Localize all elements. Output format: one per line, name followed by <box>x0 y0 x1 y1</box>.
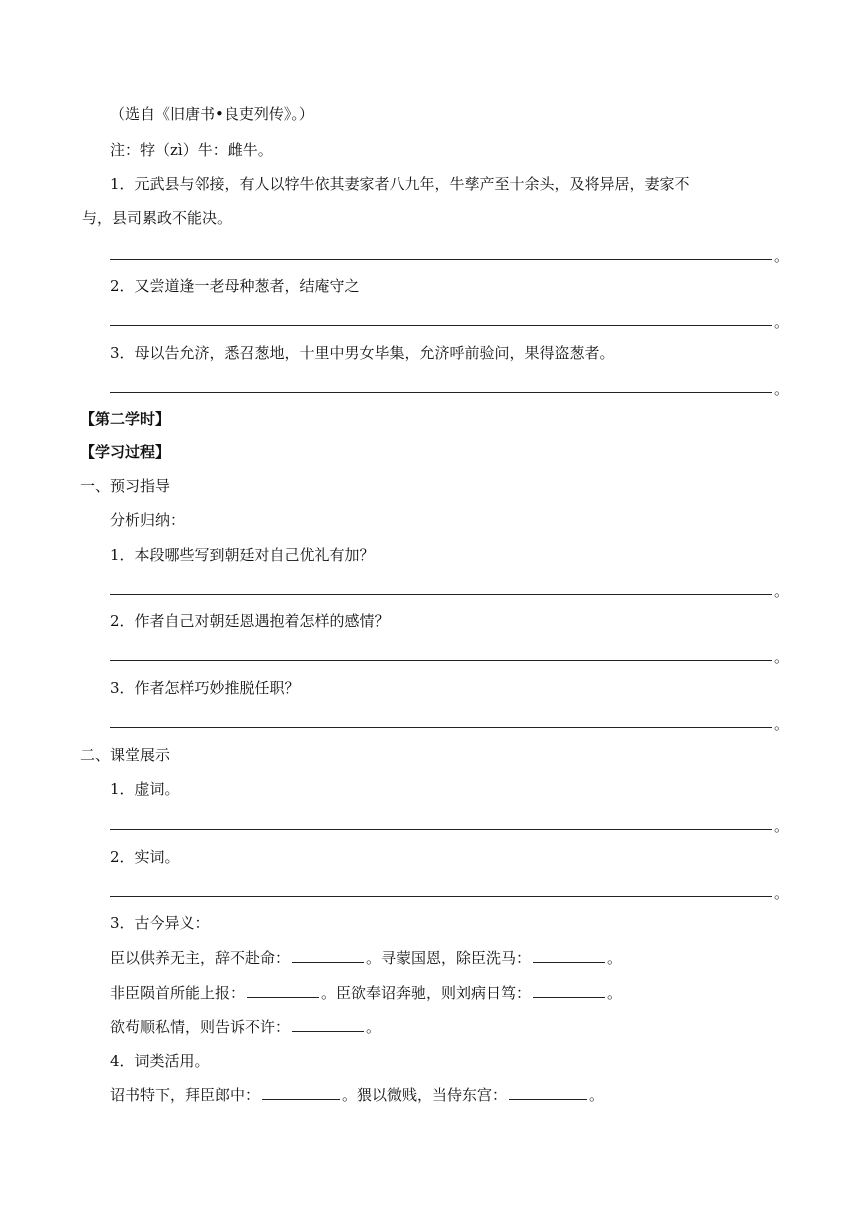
answer-period: 。 <box>774 817 790 835</box>
question-1-line-1: 1．元武县与邻接，有人以牸牛依其妻家者八九年，牛孳产至十余头，及将异居，妻家不 <box>110 175 690 193</box>
annotation: 注：牸（zì）牛：雌牛。 <box>110 141 273 159</box>
section-title-learning-process: 【学习过程】 <box>80 443 171 461</box>
fill-blank[interactable] <box>292 1017 364 1032</box>
prompt-text: 诏书特下，拜臣郎中： <box>110 1086 261 1104</box>
answer-line-q3[interactable] <box>110 392 772 393</box>
prompt-text: 。寻蒙国恩，除臣洗马： <box>366 949 532 967</box>
answer-period: 。 <box>774 380 790 398</box>
question-3: 3．母以告允济，悉召葱地，十里中男女毕集，允济呼前验问，果得盗葱者。 <box>110 344 615 362</box>
class-item-4: 4．词类活用。 <box>110 1052 210 1070</box>
prompt-text: 非臣陨首所能上报： <box>110 984 246 1002</box>
answer-period: 。 <box>774 247 790 265</box>
fill-blank[interactable] <box>533 948 605 963</box>
answer-period: 。 <box>774 313 790 331</box>
analyze-label: 分析归纳： <box>110 511 186 529</box>
prep-question-1: 1．本段哪些写到朝廷对自己优礼有加？ <box>110 546 375 564</box>
prompt-text: 。 <box>607 949 623 967</box>
prep-question-3: 3．作者怎样巧妙推脱任职？ <box>110 679 300 697</box>
fill-row <box>110 1017 381 1037</box>
answer-line-q2[interactable] <box>110 325 772 326</box>
class-item-3: 3．古今异义： <box>110 914 210 932</box>
answer-line-b2[interactable] <box>110 896 772 897</box>
answer-period: 。 <box>774 582 790 600</box>
fill-blank[interactable] <box>533 983 605 998</box>
prompt-text: 。猥以微贱，当侍东宫： <box>342 1086 508 1104</box>
answer-line-a2[interactable] <box>110 660 772 661</box>
source-note: （选自《旧唐书•良吏列传》。） <box>110 105 314 123</box>
prompt-text: 。 <box>366 1018 382 1036</box>
fill-blank[interactable] <box>247 983 319 998</box>
part-1-title: 一、预习指导 <box>80 477 171 495</box>
fill-row <box>110 1085 604 1105</box>
answer-line-a3[interactable] <box>110 727 772 728</box>
answer-line-q1[interactable] <box>110 259 772 260</box>
fill-row <box>110 948 622 968</box>
question-1-line-2: 与，县司累政不能决。 <box>82 209 233 227</box>
class-item-1: 1．虚词。 <box>110 780 180 798</box>
section-title-second-period: 【第二学时】 <box>80 410 171 428</box>
part-2-title: 二、课堂展示 <box>80 746 171 764</box>
prompt-text: 。 <box>589 1086 605 1104</box>
prompt-text: 欲苟顺私情，则告诉不许： <box>110 1018 291 1036</box>
prompt-text: 臣以供养无主，辞不赴命： <box>110 949 291 967</box>
question-2: 2．又尝道逢一老母种葱者，结庵守之 <box>110 277 360 295</box>
answer-line-a1[interactable] <box>110 594 772 595</box>
prep-question-2: 2．作者自己对朝廷恩遇抱着怎样的感情？ <box>110 612 390 630</box>
class-item-2: 2．实词。 <box>110 848 180 866</box>
answer-period: 。 <box>774 715 790 733</box>
answer-line-b1[interactable] <box>110 829 772 830</box>
answer-period: 。 <box>774 884 790 902</box>
prompt-text: 。臣欲奉诏奔驰，则刘病日笃： <box>321 984 532 1002</box>
fill-row <box>110 983 622 1003</box>
answer-period: 。 <box>774 648 790 666</box>
fill-blank[interactable] <box>292 948 364 963</box>
fill-blank[interactable] <box>262 1085 340 1100</box>
prompt-text: 。 <box>607 984 623 1002</box>
fill-blank[interactable] <box>509 1085 587 1100</box>
